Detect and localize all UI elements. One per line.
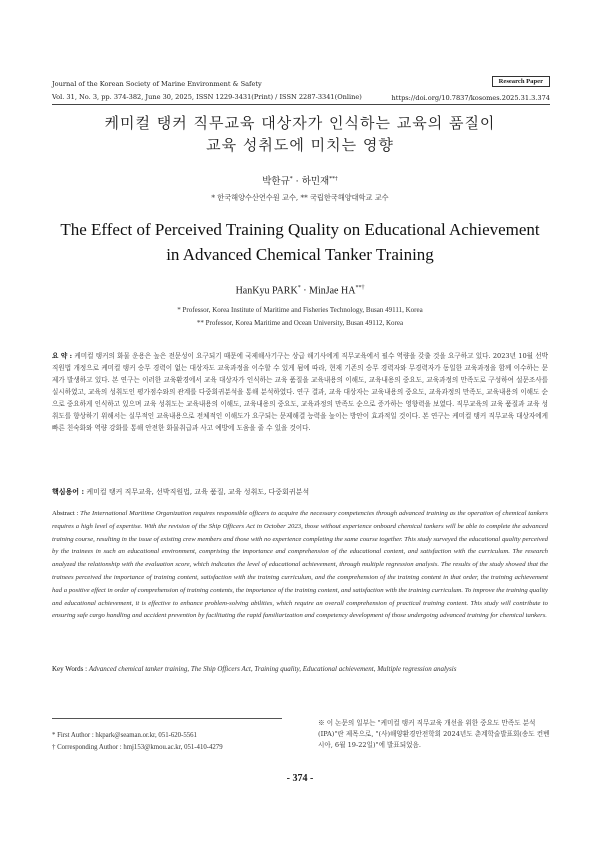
- abstract-kr-text: 케미컬 탱커의 화물 운용은 높은 전문성이 요구되기 때문에 국제해사기구는 상급 해기사에게 직무교육에서 필수 역량을 갖출 것을 요구하고 있다. 2023년 10월 선박직원법 개정으로 케미컬 탱커 승무 경력이 없는 대상자도 교육과정을 이수할 수 있게 됨에 따라, 현재 기존의 승무 경력자와 무경력자가 동일한 교육과정을 함께 이수하는 문제가 발생하고 있다. 본 연구는 이러한 교육환경에서 교육 대상자가 인식하는 교육 품질을 교육내용의 이해도, 교육내용의 중요도, 교육과정의 만족도로 구성하여 설문조사를 실시하였고, 교육의 성취도인 평가점수와의 관계를 다중회귀분석을 통해 분석하였다. 연구 결과, 교육 대상자는 교육내용의 중요도, 교육과정의 만족도, 교육내용의 이해도 순으로 중요하게 인식하고 있으며 교육 성취도는 교육내용의 이해도, 교육내용의 중요도, 교육과정의 만족도 순으로 증가하는 영향력을 보였다. 직무교육의 교육 품질과 교육 성취도를 향상하기 위해서는 실무적인 교육내용으로 전체적인 이해도가 요구되는 문제해결 능력을 높이는 방안이 효과적일 것이다. 본 연구는 케미컬 탱커 직무교육 대상자에게 빠른 친숙화와 역량 강화를 통해 안전한 화물취급과 사고 예방에 도움을 줄 수 있을 것이다.: [52, 352, 549, 432]
- keywords-kr-text: 케미컬 탱커 직무교육, 선박직원법, 교육 품질, 교육 성취도, 다중회귀분석: [86, 488, 310, 496]
- author-en-1-mark: *: [297, 285, 301, 291]
- first-author-note: * First Author : hkpark@seaman.or.kr, 051-620-5561: [52, 732, 197, 739]
- abstract-en: [52, 508, 548, 623]
- title-kr-line2: 교육 성취도에 미치는 영향: [206, 136, 394, 154]
- abstract-kr: [52, 350, 548, 434]
- affiliation-kr: * 한국해양수산연수원 교수, ** 국립한국해양대학교 교수: [211, 193, 389, 202]
- header-rule: [52, 104, 550, 105]
- title-en-line1: The Effect of Perceived Training Quality on Educational Achievement: [60, 220, 540, 239]
- doi-link[interactable]: https://doi.org/10.7837/kosomes.2025.31.3.374: [391, 94, 550, 102]
- authors-en: [0, 285, 600, 296]
- keywords-kr-label: 핵심용어 :: [52, 487, 85, 496]
- author-kr-1-mark: *: [289, 175, 293, 182]
- keywords-en: [52, 665, 456, 673]
- keywords-en-label: Key Words :: [52, 665, 88, 673]
- author-kr-2: 하민재: [301, 176, 330, 187]
- journal-name: Journal of the Korean Society of Marine Environment & Safety: [52, 80, 262, 88]
- affiliation-en-2: ** Professor, Korea Maritime and Ocean University, Busan 49112, Korea: [196, 319, 404, 327]
- keywords-en-text: Advanced chemical tanker training, The Ship Officers Act, Training quality, Educational achievement, Multiple regression analysis: [88, 665, 457, 673]
- keywords-kr: [52, 487, 309, 497]
- footnote-rule-left: [52, 718, 282, 719]
- corresponding-author-note: † Corresponding Author : hmj153@kmou.ac.kr, 051-410-4279: [52, 744, 223, 751]
- article-type-badge: Research Paper: [492, 76, 550, 87]
- authors-kr: [0, 173, 600, 187]
- author-kr-separator: ·: [292, 176, 302, 187]
- author-en-separator: ·: [300, 285, 310, 297]
- author-en-1: HanKyu PARK: [235, 285, 298, 297]
- abstract-en-text: The International Maritime Organization requires responsible officers to acquire the necessary competencies through advanced training as the operation of chemical tankers requires a high level of expertise. With the revision of the Ship Officers Act in October 2023, those without experience onboard chemical tankers will be able to complete the advanced training course, resulting in the issue of existing crew members and those with no experience completing the same course together. This study surveyed the educational quality perceived by the trainees in such an educational environment, comprising the importance and comprehension of the educational content, and satisfaction with the curriculum. The research analyzed the relationship with the evaluation score, which indicates the level of educational achievement, through multiple regression analysis. The results of the study showed that the trainees perceived the importance of training content, satisfaction with the training curriculum, and the comprehension of the training content in that order, the training achievement had a positive effect in order of comprehension of training contents, the importance of the training content, and satisfaction with the training curriculum. To improve the training quality and educational achievement, it is effective to enhance problem-solving abilities, which require an overall comprehension of practical training content. This study will contribute to ensuring safe cargo handling and accident prevention by facilitating the rapid familiarization and competency development of those undergoing advanced training for chemical tankers.: [52, 510, 548, 620]
- author-kr-2-mark: **†: [329, 175, 338, 182]
- presentation-note: ※ 이 논문의 일부는 "케미컬 탱커 직무교육 개선을 위한 중요도 만족도 분석(IPA)"란 제목으로, "(사)해양환경안전학회 2024년도 춘계학술발표회(송도 컨벤시아, 6월 19-22일)"에 발표되었음.: [318, 719, 550, 749]
- author-kr-1: 박한규: [262, 176, 290, 187]
- title-en-line2: in Advanced Chemical Tanker Training: [166, 245, 434, 264]
- abstract-en-label: Abstract :: [52, 510, 79, 517]
- volume-info: Vol. 31, No. 3, pp. 374-382, June 30, 2025, ISSN 1229-3431(Print) / ISSN 2287-3341(Online): [52, 93, 362, 101]
- page-number: - 374 -: [286, 773, 314, 784]
- author-en-2-mark: **†: [355, 285, 365, 291]
- author-en-2: MinJae HA: [309, 285, 356, 297]
- abstract-kr-label: 요 약 :: [52, 352, 73, 360]
- affiliation-en-1: * Professor, Korea Institute of Maritime and Fisheries Technology, Busan 49111, Korea: [177, 306, 423, 314]
- title-kr-line1: 케미컬 탱커 직무교육 대상자가 인식하는 교육의 품질이: [104, 114, 496, 132]
